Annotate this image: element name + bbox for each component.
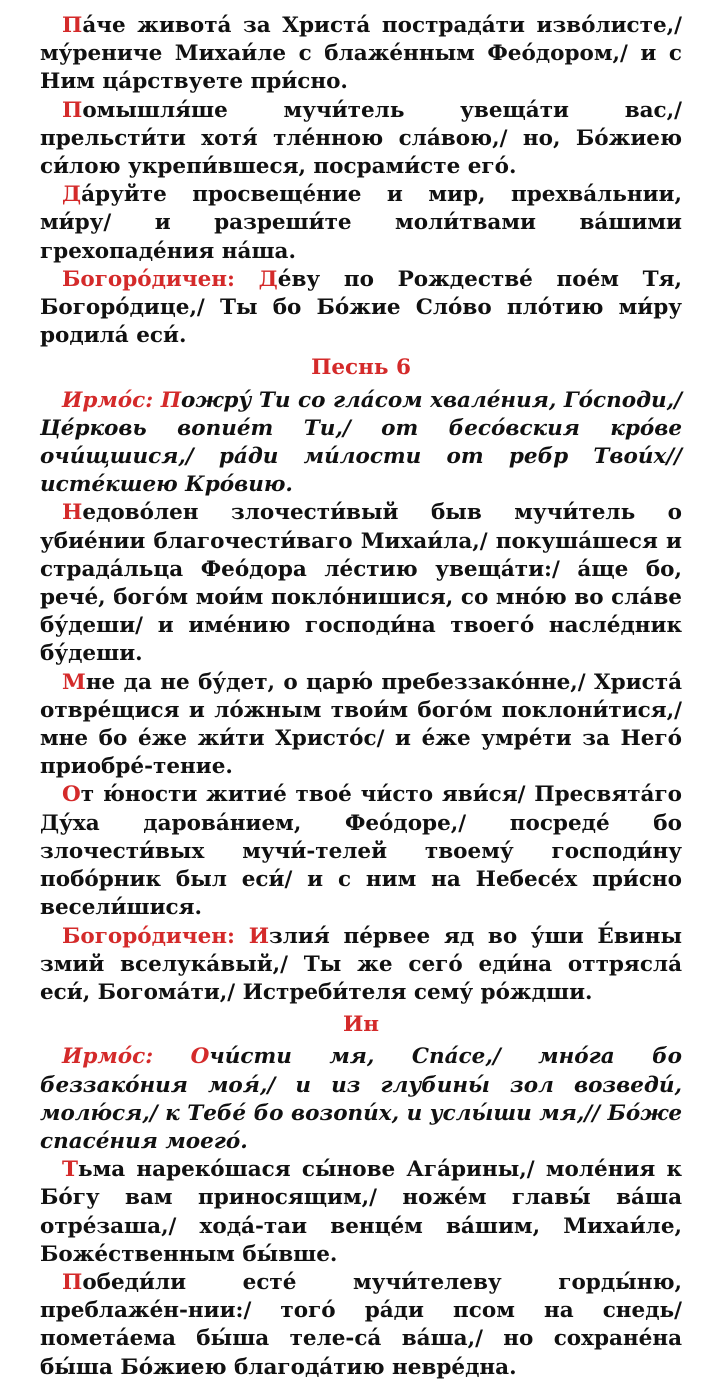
initial-letter: О (190, 1044, 210, 1070)
paragraph-text: ьма нареко́шася сы́нове Ага́рины,/ моле́ния к Бо́гу вам приносящим,/ ноже́м главы́ ва́ша отре́заша,/ хода́-таи венце́м ва́шим, Михаи́ле, Боже́ственным бы́вше. (40, 1157, 682, 1267)
initial-letter: Н (62, 500, 83, 526)
other-canon-heading: Ин (342, 1012, 380, 1038)
initial-letter: Д (258, 266, 278, 292)
theotokion-1 (40, 266, 682, 351)
paragraph-text: не да не бу́дет, о царю́ пребеззако́нне,/ Христа́ отвре́щися и ло́жным твои́м бого́м поклони́тися,/ мне бо е́же жи́ти Христо́с/ и е́же умре́ти за Него́ приобре́-тение. (40, 669, 682, 780)
initial-letter: П (62, 13, 83, 38)
troparion-1 (40, 12, 682, 97)
theotokion-label: Богоро́дичен: (62, 923, 249, 949)
irmos-1 (40, 387, 682, 500)
paragraph-text: е́ву по Рождестве́ пое́м Тя, Богоро́дице,/ Ты бо Бо́жие Сло́во пло́тию ми́ру родила́ еси́. (40, 266, 682, 349)
theotokion-2 (40, 923, 682, 1008)
paragraph-text: обеди́ли есте́ мучи́телеву горды́ню, преблаже́н-нии:/ того́ ра́ди псом на снедь/ помета́ема бы́ша теле-са́ ва́ша,/ но сохране́на бы́ша Бо́жиею благода́тию невре́дна. (40, 1269, 682, 1380)
troparion-4 (40, 499, 682, 668)
theotokion-label: Богоро́дичен: (62, 266, 259, 292)
initial-letter: П (62, 1269, 83, 1295)
initial-letter: О (62, 782, 81, 808)
initial-letter: Т (62, 1157, 78, 1183)
initial-letter: Д (62, 182, 82, 208)
paragraph-text: едово́лен злочести́вый быв мучи́тель о убие́нии благочести́ваго Михаи́ла,/ покуша́шеся и страда́льца Фео́дора ле́стию увеща́ти:/ а́ще бо, рече́, бого́м мои́м покло́нишися, со мно́ю во сла́ве бу́деши/ и име́нию господи́на твоего́ насле́дник бу́деши. (40, 500, 682, 667)
troparion-7 (40, 1156, 682, 1269)
paragraph-text: а́че живота́ за Христа́ пострада́ти изво́листе,/ му́рениче Михаи́ле с блаже́нным Фео́дором,/ и с Ним ца́рствуете при́сно. (40, 13, 682, 95)
troparion-5 (40, 669, 682, 782)
initial-letter: И (248, 923, 270, 949)
paragraph-text: чи́сти мя, Спа́се,/ мно́га бо беззако́ния моя́,/ и из глубины́ зол возведи́, молю́ся,/ к Тебе́ бо возопи́х, и услы́ши мя,// Бо́же спасе́ния моего́. (40, 1044, 683, 1154)
initial-letter: П (160, 387, 182, 413)
irmos-2 (40, 1043, 682, 1156)
troparion-3 (40, 181, 682, 266)
troparion-6 (40, 781, 682, 922)
irmos-label: Ирмо́с: (62, 1044, 191, 1070)
paragraph-text: омышля́ше мучи́тель увеща́ти вас,/ прельсти́ти хотя́ тле́нною сла́вою,/ но, Бо́жиею си́лою укрепи́вшеся, посрами́сте его́. (40, 97, 682, 180)
troparion-8 (40, 1269, 682, 1382)
paragraph-text: злия́ пе́рвее яд во у́ши Е́вины змий вселука́вый,/ Ты же сего́ еди́на оттрясла́ еси́, Богома́ти,/ Истреби́теля сему́ ро́ждши. (40, 923, 682, 1005)
initial-letter: М (62, 669, 86, 695)
ode-6-heading: Песнь 6 (311, 355, 411, 381)
initial-letter: П (62, 97, 83, 123)
paragraph-text: т ю́ности житие́ твое́ чи́сто яви́ся/ Пресвята́го Ду́ха дарова́нием, Фео́доре,/ посреде́ бо злочести́вых мучи́-телей твоему́ господи́ну побо́рник был еси́/ и с ним на Небесе́х при́сно весели́шися. (40, 782, 682, 921)
irmos-label: Ирмо́с: (62, 387, 161, 413)
paragraph-text: ожру́ Ти со гла́сом хвале́ния, Го́споди,/ Це́рковь вопие́т Ти,/ от бесо́вския кро́ве очи́щшися,/ ра́ди ми́лости от ребр Твои́х// исте́кшею Кро́вию. (40, 387, 683, 498)
paragraph-text: а́руйте просвеще́ние и мир, прехва́льнии, ми́ру/ и разреши́те моли́твами ва́шими грехопаде́ния на́ша. (40, 182, 682, 264)
troparion-2 (40, 97, 682, 182)
